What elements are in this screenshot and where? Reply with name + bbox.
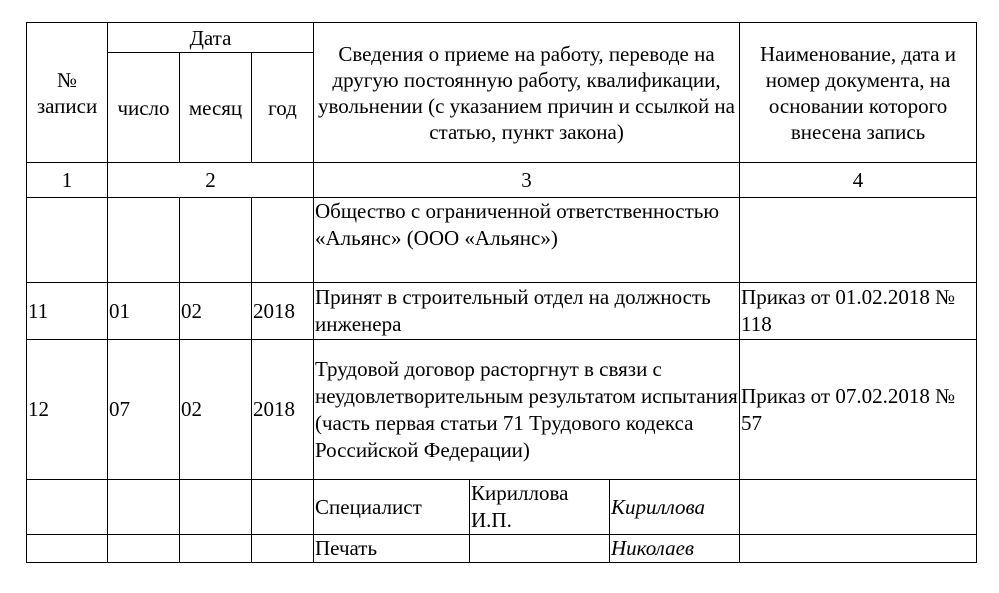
empty-cell [180, 480, 252, 535]
empty-cell [27, 480, 108, 535]
empty-cell [470, 535, 610, 563]
record-month: 02 [180, 283, 252, 340]
empty-cell [252, 535, 314, 563]
empty-cell [108, 480, 180, 535]
work-record-table [26, 22, 977, 563]
empty-cell [27, 535, 108, 563]
record-month: 02 [180, 340, 252, 480]
employer-name: Общество с ограниченной ответственностью «Альянс» (ООО «Альянс») [314, 198, 740, 283]
column-number-3: 3 [314, 163, 740, 198]
record-day: 07 [108, 340, 180, 480]
record-no-header: № записи [27, 23, 108, 163]
empty-cell [740, 535, 977, 563]
record-info: Трудовой договор расторгнут в связи с неудовлетворительным результатом испытания (часть первая статьи 71 Трудового кодекса Российской Федерации) [314, 340, 740, 480]
empty-cell [252, 480, 314, 535]
record-no: 11 [27, 283, 108, 340]
empty-cell [180, 535, 252, 563]
employer-document-cell [740, 198, 977, 283]
empty-cell [108, 535, 180, 563]
employer-year-cell [252, 198, 314, 283]
record-day: 01 [108, 283, 180, 340]
employer-day-cell [108, 198, 180, 283]
day-header: число [108, 53, 180, 163]
specialist-name: Кириллова И.П. [470, 480, 610, 535]
record-no: 12 [27, 340, 108, 480]
employer-row [27, 198, 977, 283]
record-info: Принят в строительный отдел на должность инженера [314, 283, 740, 340]
column-number-2: 2 [108, 163, 314, 198]
record-year: 2018 [252, 283, 314, 340]
column-number-1: 1 [27, 163, 108, 198]
year-header: год [252, 53, 314, 163]
column-number-row [27, 163, 977, 198]
specialist-signature-row [27, 480, 977, 535]
specialist-label: Специалист [314, 480, 470, 535]
column-number-4: 4 [740, 163, 977, 198]
table-row [27, 340, 977, 480]
date-header: Дата [108, 23, 314, 53]
record-document: Приказ от 01.02.2018 № 118 [740, 283, 977, 340]
document-header: Наименование, дата и номер документа, на основании которого внесена запись [740, 23, 977, 163]
month-header: месяц [180, 53, 252, 163]
stamp-row [27, 535, 977, 563]
employer-month-cell [180, 198, 252, 283]
stamp-signature: Николаев [610, 535, 740, 563]
empty-cell [740, 480, 977, 535]
info-header: Сведения о приеме на работу, переводе на другую постоянную работу, квалификации, увольнении (с указанием причин и ссылкой на статью, пункт закона) [314, 23, 740, 163]
header-row-1 [27, 23, 977, 53]
employer-no-cell [27, 198, 108, 283]
specialist-signature: Кириллова [610, 480, 740, 535]
record-year: 2018 [252, 340, 314, 480]
table-row [27, 283, 977, 340]
stamp-label: Печать [314, 535, 470, 563]
record-document: Приказ от 07.02.2018 № 57 [740, 340, 977, 480]
work-record-table-container [26, 22, 977, 563]
